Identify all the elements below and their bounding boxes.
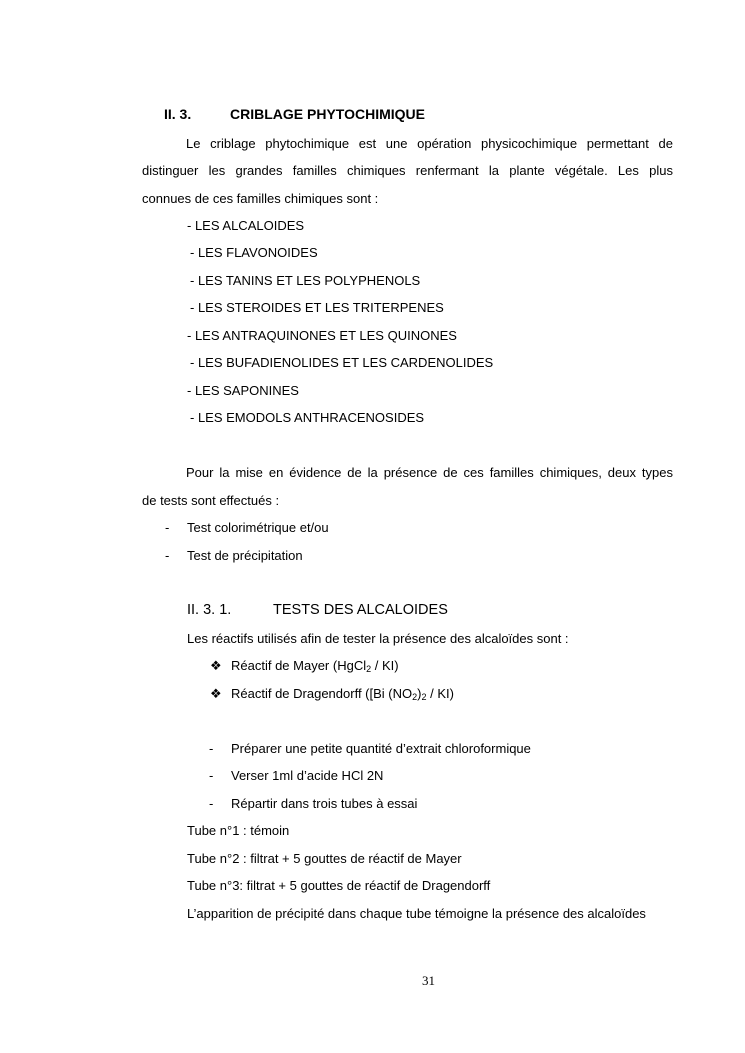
- step-item: Préparer une petite quantité d’extrait chloroformique: [231, 741, 531, 756]
- list-dash: -: [165, 520, 170, 535]
- family-item: - LES FLAVONOIDES: [190, 245, 318, 260]
- conclusion-text: L’apparition de précipité dans chaque tube témoigne la présence des alcaloïdes: [187, 906, 646, 921]
- step-item: Verser 1ml d’acide HCl 2N: [231, 768, 384, 783]
- family-item: - LES ANTRAQUINONES ET LES QUINONES: [187, 328, 457, 343]
- tests-intro-line-1: Pour la mise en évidence de la présence de ces familles chimiques, deux types: [186, 465, 673, 480]
- reagent-mayer: Réactif de Mayer (HgCl$_2$ / KI): [231, 658, 399, 674]
- tube-item: Tube n°2 : filtrat + 5 gouttes de réactif de Mayer: [187, 851, 462, 866]
- intro-line-3: connues de ces familles chimiques sont :: [142, 191, 379, 206]
- list-dash: -: [165, 548, 170, 563]
- intro-line-1: Le criblage phytochimique est une opération physicochimique permettant de: [186, 136, 673, 151]
- reagent-dragendorff: Réactif de Dragendorff ([Bi $(NO_2)_2 / KI$): [231, 686, 454, 702]
- list-dash: -: [209, 796, 214, 811]
- family-item: - LES BUFADIENOLIDES ET LES CARDENOLIDES: [190, 355, 494, 370]
- family-item: - LES STEROIDES ET LES TRITERPENES: [190, 300, 444, 315]
- reagents-intro: Les réactifs utilisés afin de tester la présence des alcaloïdes sont :: [187, 631, 569, 646]
- subsection-number: II. 3. 1.: [187, 602, 232, 618]
- test-type-item: Test colorimétrique et/ou: [187, 520, 329, 535]
- list-dash: -: [209, 768, 214, 783]
- step-item: Répartir dans trois tubes à essai: [231, 796, 418, 811]
- section-number: II. 3.: [164, 106, 192, 122]
- list-dash: -: [209, 741, 214, 756]
- diamond-bullet-icon: ❖: [210, 658, 222, 673]
- tests-intro-line-2: de tests sont effectués :: [142, 493, 280, 508]
- diamond-bullet-icon: ❖: [210, 686, 222, 701]
- tube-item: Tube n°1 : témoin: [187, 823, 290, 838]
- family-item: - LES ALCALOIDES: [187, 218, 305, 233]
- intro-line-2: distinguer les grandes familles chimiques renfermant la plante végétale. Les plus: [142, 163, 673, 178]
- test-type-item: Test de précipitation: [187, 548, 303, 563]
- page-number: 31: [422, 973, 435, 988]
- family-item: - LES SAPONINES: [187, 383, 299, 398]
- tube-item: Tube n°3: filtrat + 5 gouttes de réactif de Dragendorff: [187, 878, 491, 893]
- family-item: - LES TANINS ET LES POLYPHENOLS: [190, 273, 421, 288]
- subsection-title: TESTS DES ALCALOIDES: [273, 602, 448, 618]
- section-title: CRIBLAGE PHYTOCHIMIQUE: [230, 106, 425, 122]
- family-item: - LES EMODOLS ANTHRACENOSIDES: [190, 410, 425, 425]
